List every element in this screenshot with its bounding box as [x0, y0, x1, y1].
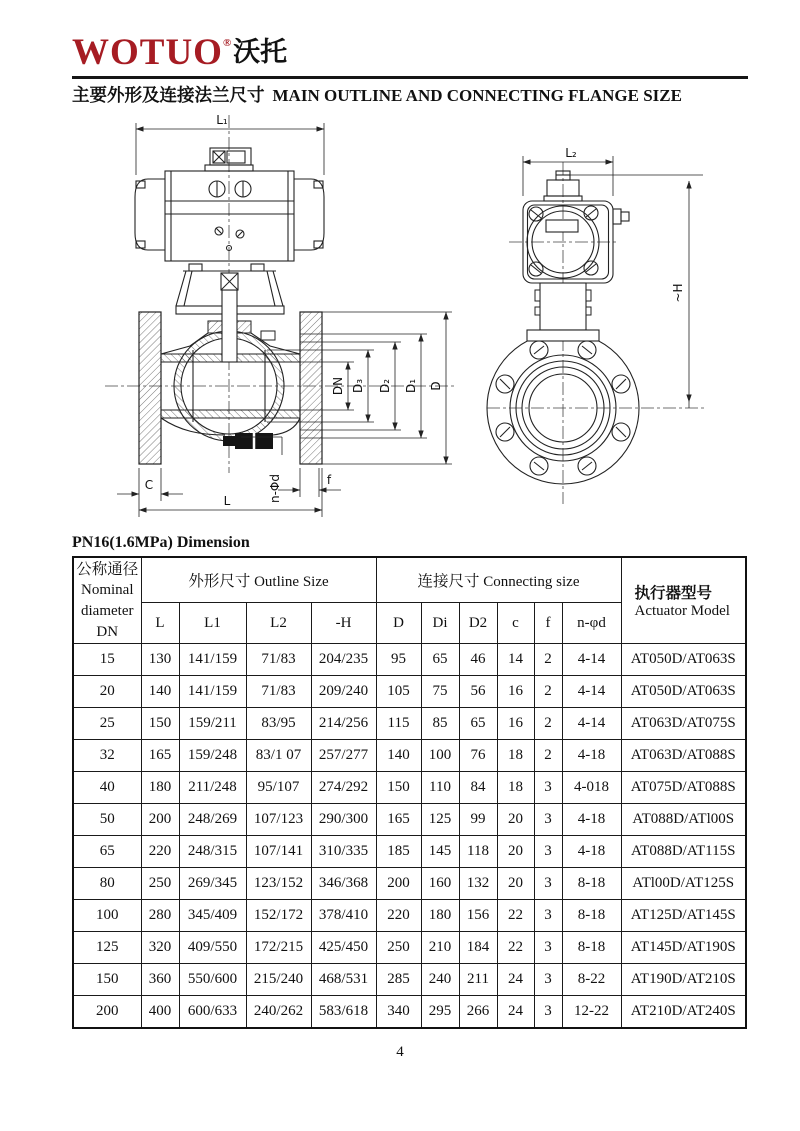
dim-label-l1: L₁ — [216, 113, 228, 127]
table-cell: 266 — [459, 996, 497, 1029]
table-cell: 180 — [421, 900, 459, 932]
header-nominal-en1: Nominal — [81, 581, 134, 598]
table-cell: 185 — [376, 836, 421, 868]
table-cell: 214/256 — [311, 708, 376, 740]
table-cell: 15 — [73, 644, 141, 676]
table-cell: 310/335 — [311, 836, 376, 868]
dim-label-d2: D₂ — [378, 378, 392, 394]
table-row — [73, 836, 746, 868]
header-connecting-size — [376, 557, 621, 603]
table-cell: 8-18 — [562, 868, 621, 900]
table-cell: AT075D/AT088S — [621, 772, 746, 804]
table-cell: 100 — [73, 900, 141, 932]
table-cell: 180 — [141, 772, 179, 804]
table-row — [73, 996, 746, 1029]
table-cell: 468/531 — [311, 964, 376, 996]
table-cell: AT190D/AT210S — [621, 964, 746, 996]
dim-label-dn: DN — [331, 376, 345, 396]
table-cell: 4-14 — [562, 644, 621, 676]
dim-label-nphid: n-Φd — [268, 474, 282, 503]
table-cell: 32 — [73, 740, 141, 772]
table-cell: 3 — [534, 772, 562, 804]
logo-wordmark: WOTUO — [72, 32, 223, 73]
table-cell: 12-22 — [562, 996, 621, 1029]
table-cell: 16 — [497, 676, 534, 708]
table-cell: 248/269 — [179, 804, 246, 836]
table-cell: 141/159 — [179, 676, 246, 708]
table-cell: 95/107 — [246, 772, 311, 804]
table-cell: 141/159 — [179, 644, 246, 676]
table-cell: 20 — [497, 804, 534, 836]
header-connect-en: Connecting size — [483, 574, 580, 590]
table-cell: 4-14 — [562, 676, 621, 708]
table-cell: 400 — [141, 996, 179, 1029]
left-drawing-valve-section — [75, 103, 465, 523]
table-cell: 8-18 — [562, 900, 621, 932]
table-row — [73, 708, 746, 740]
dim-label-d1: D₁ — [404, 378, 418, 394]
table-cell: 56 — [459, 676, 497, 708]
table-cell: 378/410 — [311, 900, 376, 932]
table-cell: 83/95 — [246, 708, 311, 740]
header-outline-size — [141, 557, 376, 603]
table-cell: 550/600 — [179, 964, 246, 996]
table-cell: 20 — [497, 868, 534, 900]
table-cell: 65 — [421, 644, 459, 676]
subheader-f: f — [534, 603, 562, 644]
subheader-Di: Di — [421, 603, 459, 644]
header-nominal-diameter — [73, 557, 141, 644]
subheader-L: L — [141, 603, 179, 644]
table-cell: 215/240 — [246, 964, 311, 996]
table-cell: 125 — [421, 804, 459, 836]
table-cell: 184 — [459, 932, 497, 964]
table-cell: 240 — [421, 964, 459, 996]
table-row — [73, 868, 746, 900]
header-nominal-cn: 公称通径 — [76, 559, 139, 578]
table-cell: 285 — [376, 964, 421, 996]
table-cell: 165 — [376, 804, 421, 836]
dim-label-d: D — [429, 381, 443, 391]
table-cell: 320 — [141, 932, 179, 964]
table-cell: 340 — [376, 996, 421, 1029]
table-cell: 4-14 — [562, 708, 621, 740]
table-cell: 8-22 — [562, 964, 621, 996]
header-outline-en: Outline Size — [254, 574, 329, 590]
table-cell: 99 — [459, 804, 497, 836]
table-cell: 40 — [73, 772, 141, 804]
table-cell: 125 — [73, 932, 141, 964]
table-cell: 200 — [73, 996, 141, 1029]
table-row — [73, 932, 746, 964]
table-row — [73, 900, 746, 932]
table-cell: 600/633 — [179, 996, 246, 1029]
table-cell: 250 — [141, 868, 179, 900]
table-cell: 118 — [459, 836, 497, 868]
subheader-c: c — [497, 603, 534, 644]
table-cell: 75 — [421, 676, 459, 708]
header-rule — [72, 76, 748, 79]
header-connect-cn: 连接尺寸 — [417, 572, 480, 590]
table-cell: AT088D/AT115S — [621, 836, 746, 868]
table-cell: 159/248 — [179, 740, 246, 772]
table-cell: 83/1 07 — [246, 740, 311, 772]
subheader-L2: L2 — [246, 603, 311, 644]
table-cell: AT145D/AT190S — [621, 932, 746, 964]
header-nominal-en2: diameter — [81, 602, 134, 619]
table-cell: 160 — [421, 868, 459, 900]
logo — [72, 30, 287, 74]
table-cell: 209/240 — [311, 676, 376, 708]
table-cell: 4-18 — [562, 836, 621, 868]
table-cell: ATl00D/AT125S — [621, 868, 746, 900]
table-cell: 80 — [73, 868, 141, 900]
page-title-en: MAIN OUTLINE AND CONNECTING FLANGE SIZE — [272, 86, 682, 105]
table-body — [73, 644, 746, 1029]
table-cell: 200 — [376, 868, 421, 900]
table-cell: 3 — [534, 804, 562, 836]
registered-mark: ® — [222, 37, 232, 49]
table-cell: AT210D/AT240S — [621, 996, 746, 1029]
table-cell: 76 — [459, 740, 497, 772]
table-cell: 65 — [459, 708, 497, 740]
table-row — [73, 964, 746, 996]
table-cell: 211/248 — [179, 772, 246, 804]
table-cell: 220 — [376, 900, 421, 932]
table-cell: 3 — [534, 964, 562, 996]
table-cell: 220 — [141, 836, 179, 868]
table-cell: 346/368 — [311, 868, 376, 900]
table-cell: 159/211 — [179, 708, 246, 740]
table-cell: AT063D/AT075S — [621, 708, 746, 740]
table-cell: 583/618 — [311, 996, 376, 1029]
table-cell: AT063D/AT088S — [621, 740, 746, 772]
table-cell: 210 — [421, 932, 459, 964]
table-row — [73, 772, 746, 804]
table-cell: 172/215 — [246, 932, 311, 964]
table-cell: 409/550 — [179, 932, 246, 964]
dim-label-l2: L₂ — [565, 146, 577, 160]
table-cell: 71/83 — [246, 676, 311, 708]
table-cell: 257/277 — [311, 740, 376, 772]
table-cell: 274/292 — [311, 772, 376, 804]
header-actuator-cn: 执行器型号 — [634, 584, 713, 602]
table-cell: 105 — [376, 676, 421, 708]
table-cell: 425/450 — [311, 932, 376, 964]
table-cell: 123/152 — [246, 868, 311, 900]
table-cell: 22 — [497, 932, 534, 964]
table-cell: AT125D/AT145S — [621, 900, 746, 932]
table-cell: 250 — [376, 932, 421, 964]
table-cell: 115 — [376, 708, 421, 740]
page-number: 4 — [396, 1044, 404, 1060]
table-cell: 20 — [73, 676, 141, 708]
table-cell: 345/409 — [179, 900, 246, 932]
table-cell: 165 — [141, 740, 179, 772]
table-cell: 150 — [141, 708, 179, 740]
logo-chinese: 沃托 — [233, 37, 288, 68]
table-cell: 107/123 — [246, 804, 311, 836]
table-cell: 3 — [534, 932, 562, 964]
table-cell: 295 — [421, 996, 459, 1029]
bracket-group — [527, 283, 599, 341]
subheader-L1: L1 — [179, 603, 246, 644]
table-cell: AT050D/AT063S — [621, 644, 746, 676]
subheader-D2: D2 — [459, 603, 497, 644]
table-cell: 2 — [534, 708, 562, 740]
table-cell: 8-18 — [562, 932, 621, 964]
table-cell: 100 — [421, 740, 459, 772]
table-cell: 3 — [534, 900, 562, 932]
table-cell: 130 — [141, 644, 179, 676]
header-actuator-en: Actuator Model — [634, 603, 730, 619]
table-cell: 140 — [141, 676, 179, 708]
table-cell: 4-18 — [562, 804, 621, 836]
table-cell: 132 — [459, 868, 497, 900]
table-cell: 2 — [534, 740, 562, 772]
table-cell: 18 — [497, 740, 534, 772]
table-cell: 290/300 — [311, 804, 376, 836]
table-cell: 248/315 — [179, 836, 246, 868]
dimension-lines-right — [523, 156, 703, 408]
table-cell: 200 — [141, 804, 179, 836]
table-cell: 204/235 — [311, 644, 376, 676]
table-title: PN16(1.6MPa) Dimension — [72, 534, 250, 551]
actuator-group — [135, 148, 324, 261]
table-cell: 3 — [534, 868, 562, 900]
table-cell: 110 — [421, 772, 459, 804]
dim-label-f: f — [326, 473, 332, 487]
table-cell: 22 — [497, 900, 534, 932]
table-cell: 46 — [459, 644, 497, 676]
table-cell: AT050D/AT063S — [621, 676, 746, 708]
dimension-lines — [117, 123, 452, 517]
dim-label-h: ~H — [671, 283, 685, 303]
table-row — [73, 804, 746, 836]
dim-label-d3: D₃ — [351, 378, 365, 394]
table-cell: 145 — [421, 836, 459, 868]
table-cell: 24 — [497, 964, 534, 996]
table-cell: 50 — [73, 804, 141, 836]
table-cell: 2 — [534, 644, 562, 676]
dim-label-c: C — [144, 478, 154, 492]
table-cell: 18 — [497, 772, 534, 804]
table-cell: AT088D/ATl00S — [621, 804, 746, 836]
subheader-D: D — [376, 603, 421, 644]
header-nominal-en3: DN — [96, 623, 119, 640]
subheader-nphid: n-φd — [562, 603, 621, 644]
table-cell: 269/345 — [179, 868, 246, 900]
table-row — [73, 676, 746, 708]
table-cell: 280 — [141, 900, 179, 932]
table-cell: 71/83 — [246, 644, 311, 676]
table-cell: 84 — [459, 772, 497, 804]
stem-group — [221, 273, 238, 362]
subheader-H: -H — [311, 603, 376, 644]
header-actuator-model — [621, 557, 746, 644]
table-row — [73, 644, 746, 676]
table-cell: 360 — [141, 964, 179, 996]
table-cell: 156 — [459, 900, 497, 932]
table-cell: 4-18 — [562, 740, 621, 772]
header-outline-cn: 外形尺寸 — [188, 572, 251, 590]
table-cell: 2 — [534, 676, 562, 708]
dimension-table — [72, 556, 747, 1029]
right-drawing-end-view — [485, 130, 735, 530]
table-cell: 152/172 — [246, 900, 311, 932]
table-cell: 65 — [73, 836, 141, 868]
table-cell: 25 — [73, 708, 141, 740]
table-cell: 211 — [459, 964, 497, 996]
table-cell: 4-018 — [562, 772, 621, 804]
table-cell: 150 — [73, 964, 141, 996]
dim-label-l: L — [223, 494, 231, 508]
table-cell: 240/262 — [246, 996, 311, 1029]
table-cell: 20 — [497, 836, 534, 868]
table-cell: 150 — [376, 772, 421, 804]
table-cell: 85 — [421, 708, 459, 740]
table-cell: 3 — [534, 996, 562, 1029]
table-cell: 24 — [497, 996, 534, 1029]
page-title-cn: 主要外形及连接法兰尺寸 — [72, 86, 265, 106]
table-cell: 3 — [534, 836, 562, 868]
table-cell: 95 — [376, 644, 421, 676]
table-row — [73, 740, 746, 772]
table-cell: 140 — [376, 740, 421, 772]
table-cell: 16 — [497, 708, 534, 740]
table-cell: 107/141 — [246, 836, 311, 868]
table-cell: 14 — [497, 644, 534, 676]
